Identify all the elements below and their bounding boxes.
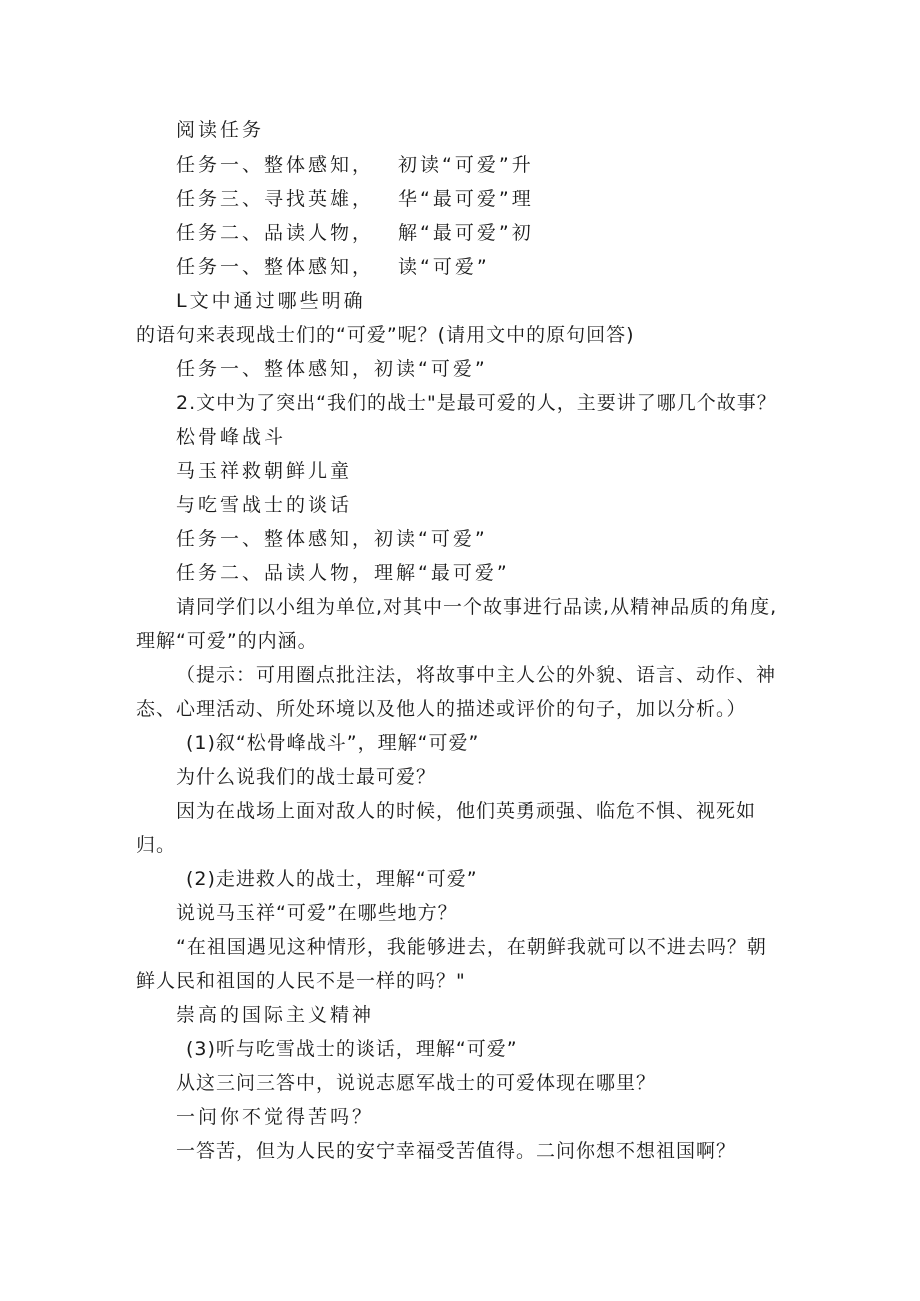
section-2-quote-line-2: 鲜人民和祖国的人民不是一样的吗？" [136, 970, 466, 992]
task-list-item [176, 221, 534, 245]
story-item: 马玉祥救朝鲜儿童 [176, 460, 353, 482]
question-1-line-1: L文中通过哪些明确 [176, 290, 366, 312]
heading: 阅读任务 [176, 119, 265, 141]
story-item: 松骨峰战斗 [176, 426, 287, 448]
section-1-title: (1)叙“松骨峰战斗”，理解“可爱” [186, 732, 480, 754]
question-1-line-2: 的语句来表现战士们的“可爱”呢？(请用文中的原句回答) [136, 324, 635, 346]
hint-line-1: （提示：可用圈点批注法，将故事中主人公的外貌、语言、动作、神 [176, 664, 777, 686]
task-right: 初读“可爱”升 [398, 154, 534, 176]
section-3-question: 从这三问三答中，说说志愿军战士的可爱体现在哪里？ [176, 1072, 657, 1094]
section-1-answer-line-1: 因为在战场上面对敌人的时候，他们英勇顽强、临危不惧、视死如 [176, 800, 757, 822]
section-1-question: 为什么说我们的战士最可爱？ [176, 766, 437, 788]
section-1-answer-line-2: 归。 [136, 834, 177, 856]
section-3-ask-1: 一问你不觉得苦吗？ [176, 1106, 375, 1128]
task-left: 任务一、整体感知， [176, 154, 375, 176]
section-3-answer-1: 一答苦，但为人民的安宁幸福受苦值得。二问你想不想祖国啊？ [176, 1140, 737, 1162]
task-right: 解“最可爱”初 [398, 222, 534, 244]
task-1-heading: 任务一、整体感知，初读“可爱” [176, 528, 488, 550]
task-right: 华“最可爱”理 [398, 188, 534, 210]
instruction-line-1: 请同学们以小组为单位,对其中一个故事进行品读,从精神品质的角度, [176, 596, 778, 618]
task-1-heading: 任务一、整体感知，初读“可爱” [176, 358, 488, 380]
section-2-spirit: 崇高的国际主义精神 [176, 1004, 375, 1026]
hint-line-2: 态、心理活动、所处环境以及他人的描述或评价的句子，加以分析。） [136, 698, 747, 720]
question-2: 2.文中为了突出“我们的战士"是最可爱的人，主要讲了哪几个故事？ [176, 392, 777, 414]
task-list-item [176, 255, 490, 279]
section-2-quote-line-1: “在祖国遇见这种情形，我能够进去，在朝鲜我就可以不进去吗？朝 [176, 936, 767, 958]
task-list-item [176, 153, 534, 177]
task-left: 任务二、品读人物， [176, 222, 375, 244]
task-right: 读“可爱” [398, 256, 490, 278]
section-2-question: 说说马玉祥“可爱”在哪些地方？ [176, 902, 458, 924]
section-3-title: (3)听与吃雪战士的谈话，理解“可爱” [186, 1038, 518, 1060]
story-item: 与吃雪战士的谈话 [176, 494, 353, 516]
task-left: 任务三、寻找英雄， [176, 188, 375, 210]
section-2-title: (2)走进救人的战士，理解“可爱” [186, 868, 478, 890]
instruction-line-2: 理解“可爱”的内涵。 [136, 630, 318, 652]
task-list-item [176, 187, 534, 211]
task-left: 任务一、整体感知， [176, 256, 375, 278]
task-2-heading: 任务二、品读人物，理解“最可爱” [176, 562, 510, 584]
